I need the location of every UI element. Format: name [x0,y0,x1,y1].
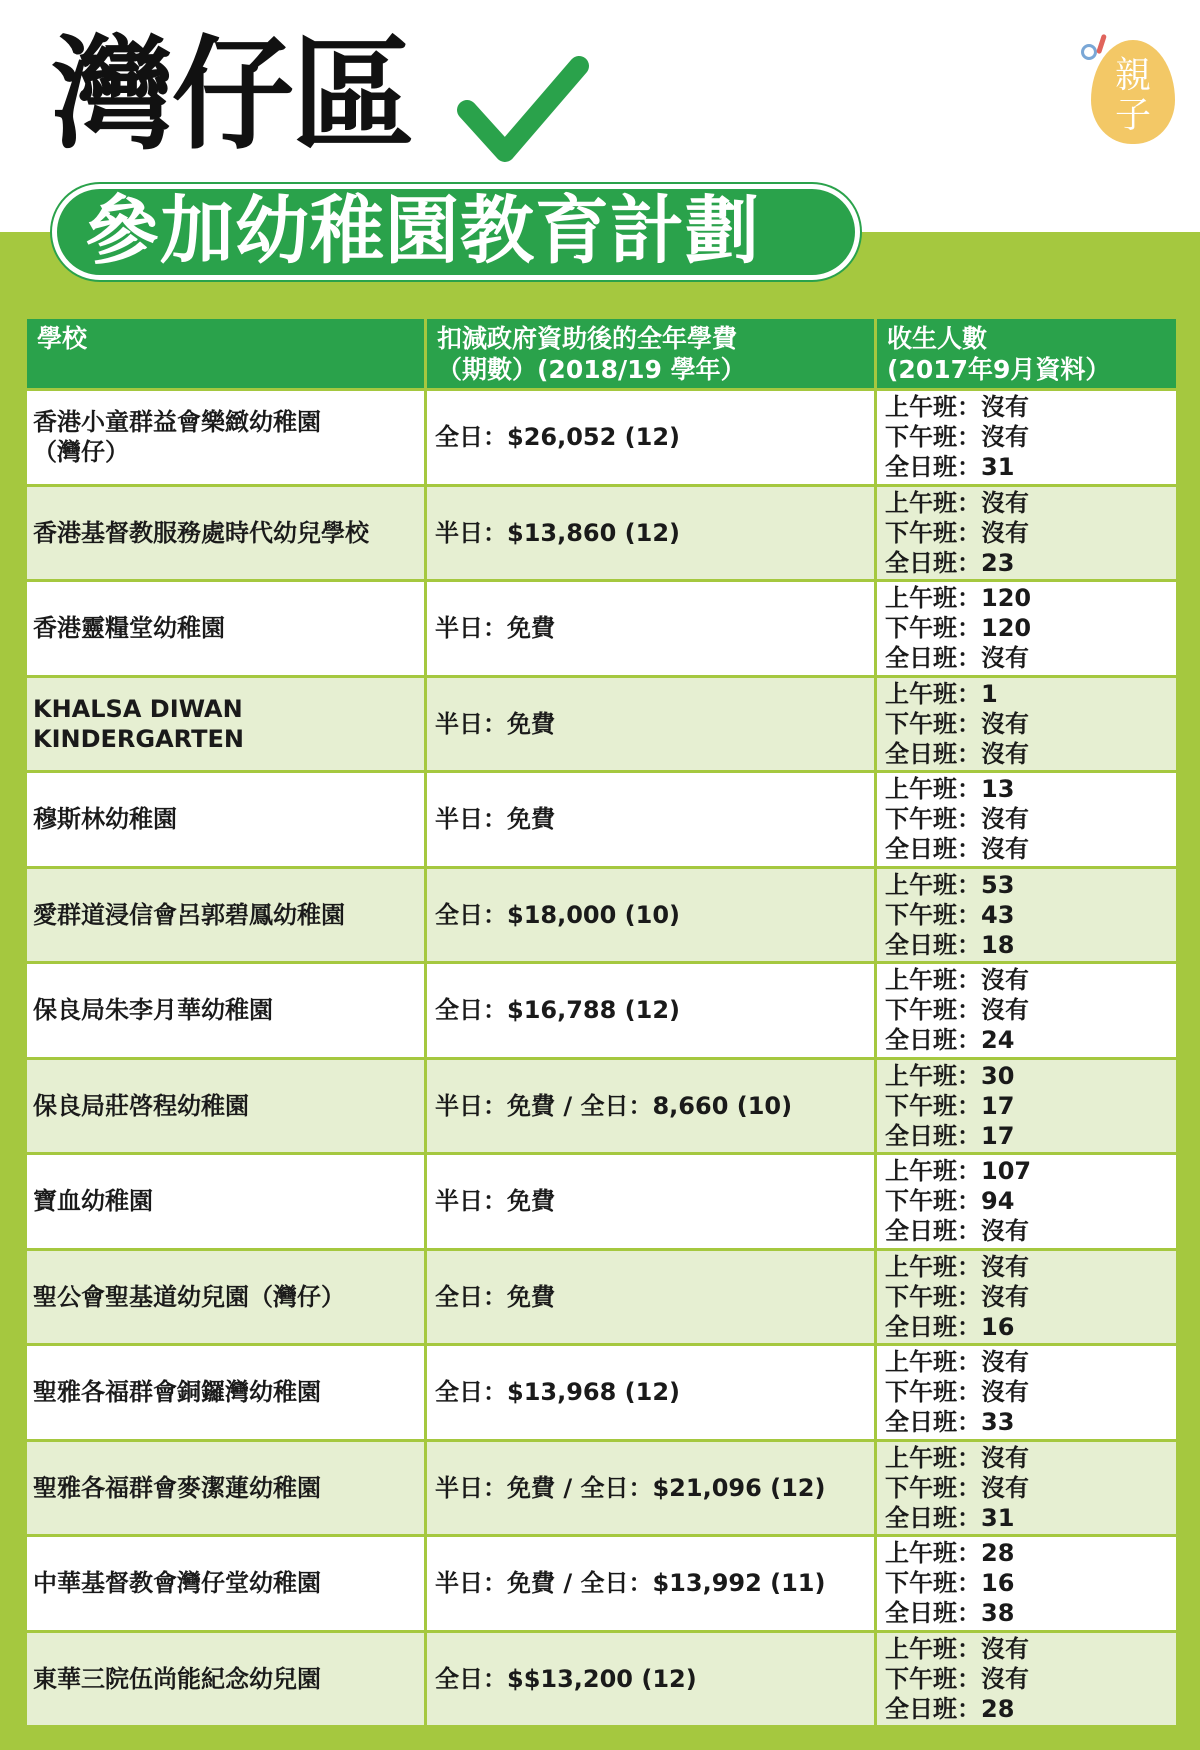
slots-am: 上午班：沒有 [885,1252,1029,1281]
fee-cell: 全日：$13,968 (12) [426,1345,876,1441]
slots-am: 上午班：沒有 [885,1634,1029,1663]
slots-am: 上午班：沒有 [885,488,1029,517]
slots-cell [876,581,1178,677]
school-name-cell: 香港靈糧堂幼稚園 [26,581,426,677]
logo-text-1: 親 [1114,55,1151,96]
school-name-cell: 中華基督教會灣仔堂幼稚園 [26,1536,426,1632]
table-row [26,1249,1178,1345]
table-row [26,963,1178,1059]
slots-cell [876,1536,1178,1632]
slots-full: 全日班：18 [885,930,1015,959]
fee-cell: 全日：$18,000 (10) [426,867,876,963]
slots-full: 全日班：沒有 [885,1217,1029,1246]
school-name-cell: 穆斯林幼稚園 [26,772,426,868]
fee-cell: 全日：$$13,200 (12) [426,1631,876,1727]
slots-full: 全日班：16 [885,1312,1015,1341]
header-school: 學校 [26,318,426,390]
table-row [26,1631,1178,1727]
slots-am: 上午班：沒有 [885,1348,1029,1377]
slots-cell [876,1631,1178,1727]
slots-am: 上午班：沒有 [885,966,1029,995]
fee-cell: 半日：免費 [426,1154,876,1250]
fee-cell: 全日：$16,788 (12) [426,963,876,1059]
fee-cell: 半日：免費 [426,676,876,772]
fee-cell: 半日：免費 [426,581,876,677]
slots-am: 上午班：53 [885,870,1015,899]
table-row [26,390,1178,486]
slots-cell [876,867,1178,963]
slots-pm: 下午班：43 [885,900,1015,929]
fee-cell: 半日：免費 / 全日：8,660 (10) [426,1058,876,1154]
school-name-cell: 寶血幼稚園 [26,1154,426,1250]
slots-full: 全日班：31 [885,1503,1015,1532]
slots-pm: 下午班：沒有 [885,1378,1029,1407]
slots-cell [876,963,1178,1059]
slots-cell [876,1440,1178,1536]
slots-full: 全日班：沒有 [885,739,1029,768]
logo-stroke-mark [1096,34,1107,55]
brand-logo [1085,36,1177,144]
slots-cell [876,1154,1178,1250]
slots-full: 全日班：38 [885,1599,1015,1628]
fee-cell: 半日：免費 / 全日：$13,992 (11) [426,1536,876,1632]
slots-pm: 下午班：沒有 [885,1664,1029,1693]
slots-am: 上午班：沒有 [885,393,1029,422]
slots-pm: 下午班：沒有 [885,805,1029,834]
slots-am: 上午班：30 [885,1061,1015,1090]
slots-cell [876,772,1178,868]
slots-pm: 下午班：94 [885,1187,1015,1216]
school-name-cell: 聖雅各福群會銅鑼灣幼稚園 [26,1345,426,1441]
table-row [26,1345,1178,1441]
header-fee: 扣減政府資助後的全年學費 （期數）(2018/19 學年） [426,318,876,390]
school-name-cell: 保良局朱李月華幼稚園 [26,963,426,1059]
table-row [26,581,1178,677]
school-name-cell: 東華三院伍尚能紀念幼兒園 [26,1631,426,1727]
slots-pm: 下午班：沒有 [885,423,1029,452]
school-name-cell: KHALSA DIWAN KINDERGARTEN [26,676,426,772]
slots-am: 上午班：120 [885,584,1032,613]
slots-full: 全日班：沒有 [885,644,1029,673]
fee-cell: 全日：免費 [426,1249,876,1345]
slots-pm: 下午班：沒有 [885,709,1029,738]
school-name-cell: 聖公會聖基道幼兒園（灣仔） [26,1249,426,1345]
table-row [26,676,1178,772]
slots-full: 全日班：28 [885,1694,1015,1723]
slots-full: 全日班：23 [885,548,1015,577]
slots-full: 全日班：沒有 [885,835,1029,864]
kindergarten-table [24,316,1179,1728]
slots-cell [876,1345,1178,1441]
slots-pm: 下午班：沒有 [885,1282,1029,1311]
slots-cell [876,390,1178,486]
slots-pm: 下午班：沒有 [885,518,1029,547]
slots-pm: 下午班：沒有 [885,996,1029,1025]
fee-cell: 半日：免費 / 全日：$21,096 (12) [426,1440,876,1536]
fee-cell: 半日：$13,860 (12) [426,485,876,581]
header-slots: 收生人數 (2017年9月資料） [876,318,1178,390]
slots-am: 上午班：107 [885,1157,1032,1186]
fee-cell: 全日：$26,052 (12) [426,390,876,486]
fee-cell: 半日：免費 [426,772,876,868]
slots-pm: 下午班：120 [885,614,1032,643]
slots-pm: 下午班：17 [885,1091,1015,1120]
slots-cell [876,485,1178,581]
slots-cell [876,676,1178,772]
slots-cell [876,1249,1178,1345]
table-row [26,1058,1178,1154]
slots-full: 全日班：33 [885,1408,1015,1437]
slots-am: 上午班：13 [885,775,1015,804]
school-name-cell: 愛群道浸信會呂郭碧鳳幼稚園 [26,867,426,963]
table-body [26,390,1178,1727]
slots-am: 上午班：沒有 [885,1443,1029,1472]
page-title: 灣仔區 [52,24,412,166]
slots-cell [876,1058,1178,1154]
school-name-cell: 香港基督教服務處時代幼兒學校 [26,485,426,581]
school-name-cell: 聖雅各福群會麥潔蓮幼稚園 [26,1440,426,1536]
slots-am: 上午班：28 [885,1539,1015,1568]
slots-am: 上午班：1 [885,679,998,708]
checkmark-icon [455,52,590,172]
logo-text-2: 子 [1114,95,1151,136]
slots-full: 全日班：31 [885,453,1015,482]
slots-full: 全日班：24 [885,1026,1015,1055]
table-row [26,485,1178,581]
slots-pm: 下午班：16 [885,1569,1015,1598]
table-row [26,1536,1178,1632]
subtitle-banner: 參加幼稚園教育計劃 [52,184,860,280]
slots-pm: 下午班：沒有 [885,1473,1029,1502]
slots-full: 全日班：17 [885,1121,1015,1150]
table-row [26,772,1178,868]
school-name-cell: 保良局莊啓程幼稚園 [26,1058,426,1154]
table-row [26,867,1178,963]
table-header-row [26,318,1178,390]
school-name-cell: 香港小童群益會樂緻幼稚園 （灣仔） [26,390,426,486]
table-row [26,1440,1178,1536]
table-row [26,1154,1178,1250]
